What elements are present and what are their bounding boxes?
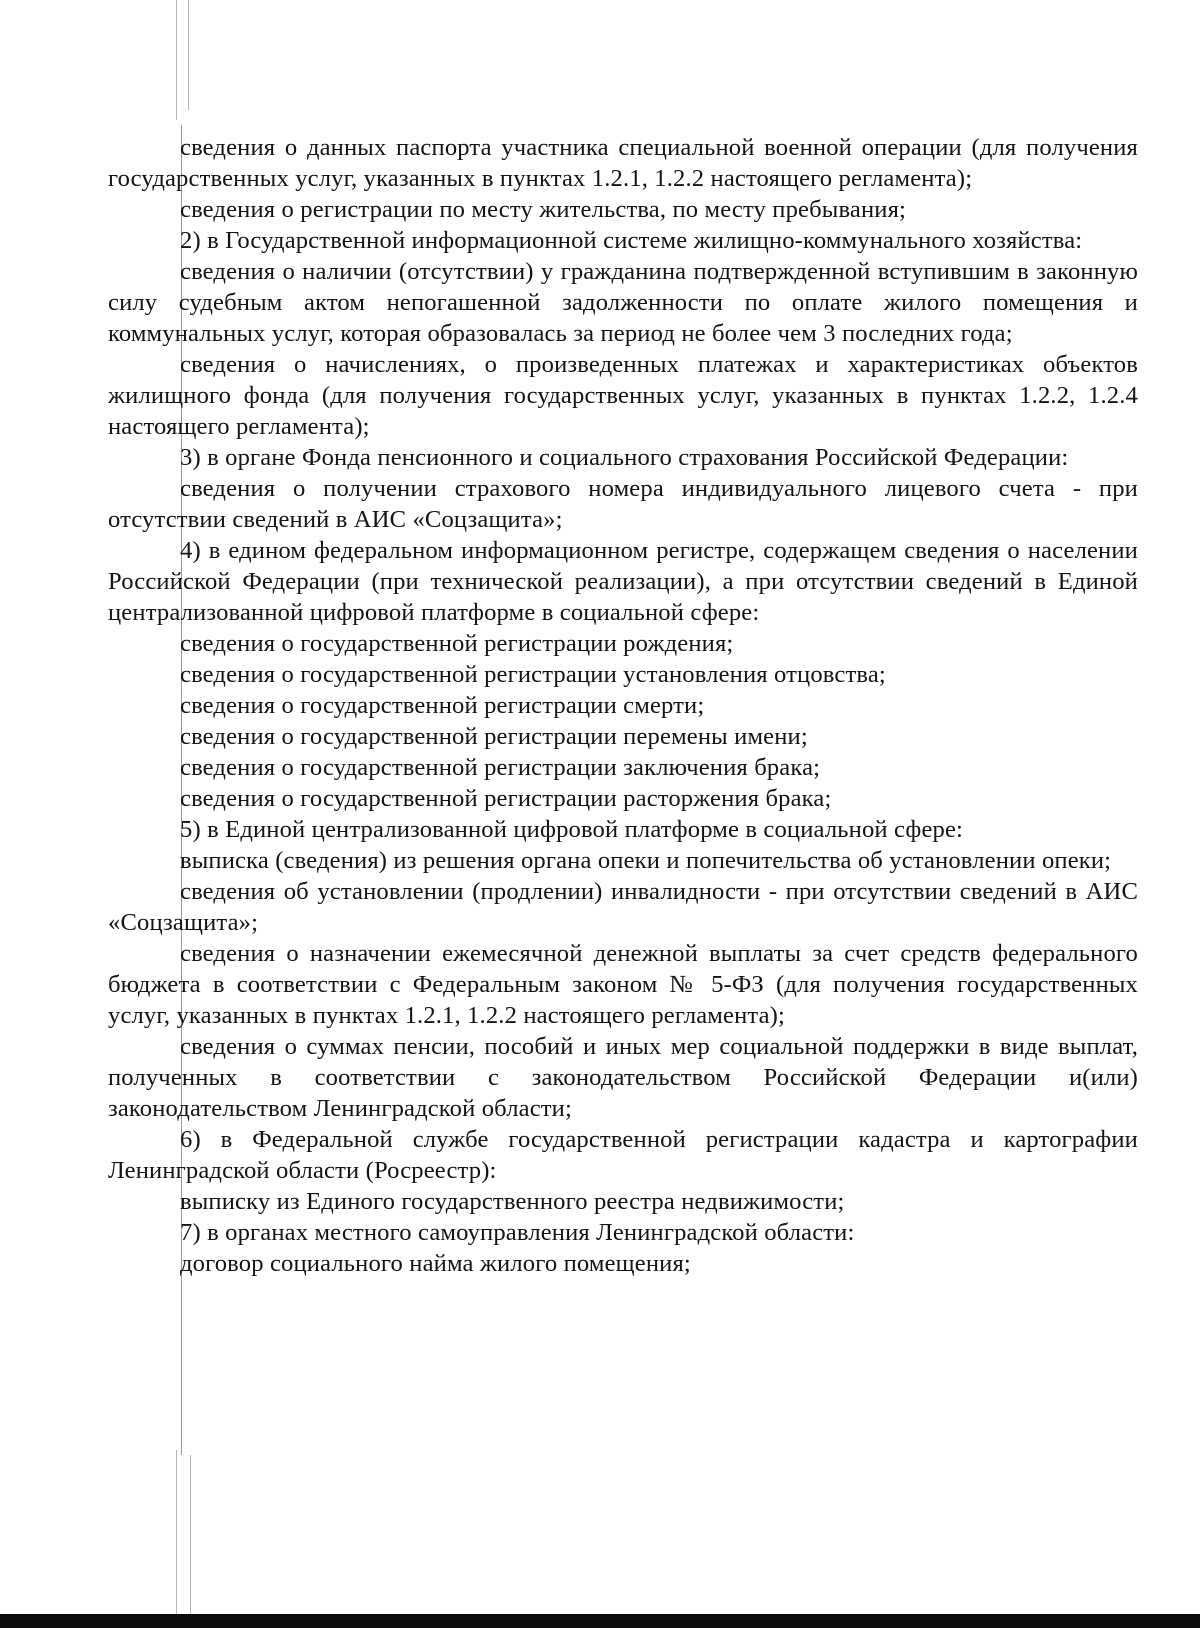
paragraph-local-government: 7) в органах местного самоуправления Ленинградской области: <box>180 1219 855 1246</box>
paragraph-debt: сведения о наличии (отсутствии) у гражданина подтвержденной вступившим в законную силу судебным актом непогашенной задолженности по оплате жилого помещения и коммунальных услуг, которая образовалась за период не более чем 3 последних года; <box>108 258 1138 347</box>
paragraph-pension-fund: 3) в органе Фонда пенсионного и социального страхования Российской Федерации: <box>180 444 1069 471</box>
scan-fold-line-top <box>176 0 177 120</box>
paragraph-egrn: выписку из Единого государственного реестра недвижимости; <box>180 1188 845 1215</box>
paragraph-social-platform: 5) в Единой централизованной цифровой платформе в социальной сфере: <box>180 816 964 843</box>
scan-fold-line-bottom-2 <box>190 1455 191 1615</box>
paragraph-birth: сведения о государственной регистрации рождения; <box>180 630 734 657</box>
scan-bottom-edge <box>0 1614 1200 1628</box>
paragraph-divorce: сведения о государственной регистрации расторжения брака; <box>180 785 832 812</box>
paragraph-snils: сведения о получении страхового номера индивидуального лицевого счета - при отсутствии сведений в АИС «Соцзащита»; <box>108 475 1138 533</box>
paragraph-paternity: сведения о государственной регистрации установления отцовства; <box>180 661 886 688</box>
paragraph-name-change: сведения о государственной регистрации перемены имени; <box>180 723 808 750</box>
scan-fold-line-top-2 <box>188 0 189 110</box>
scan-fold-line-bottom <box>176 1450 177 1615</box>
document-body <box>108 132 1138 1279</box>
paragraph-gis-zhkh: 2) в Государственной информационной системе жилищно-коммунального хозяйства: <box>180 227 1083 254</box>
paragraph-rosreestr: 6) в Федеральной службе государственной регистрации кадастра и картографии Ленинградской области (Росреестр): <box>108 1126 1138 1184</box>
paragraph-charges: сведения о начислениях, о произведенных платежах и характеристиках объектов жилищного фонда (для получения государственных услуг, указанных в пунктах 1.2.2, 1.2.4 настоящего регламента); <box>108 351 1138 440</box>
paragraph-death: сведения о государственной регистрации смерти; <box>180 692 705 719</box>
paragraph-federal-register: 4) в едином федеральном информационном регистре, содержащем сведения о населении Российской Федерации (при технической реализации), а при отсутствии сведений в Единой централизованной цифровой платформе в социальной сфере: <box>108 537 1138 626</box>
paragraph-passport-data: сведения о данных паспорта участника специальной военной операции (для получения государственных услуг, указанных в пунктах 1.2.1, 1.2.2 настоящего регламента); <box>108 134 1138 192</box>
paragraph-marriage: сведения о государственной регистрации заключения брака; <box>180 754 821 781</box>
paragraph-social-lease: договор социального найма жилого помещения; <box>180 1250 691 1277</box>
paragraph-monthly-payment: сведения о назначении ежемесячной денежной выплаты за счет средств федерального бюджета в соответствии с Федеральным законом № 5-ФЗ (для получения государственных услуг, указанных в пунктах 1.2.1, 1.2.2 настоящего регламента); <box>108 940 1138 1029</box>
paragraph-guardianship: выписка (сведения) из решения органа опеки и попечительства об установлении опеки; <box>180 847 1112 874</box>
paragraph-disability: сведения об установлении (продлении) инвалидности - при отсутствии сведений в АИС «Соцзащита»; <box>108 878 1138 936</box>
paragraph-registration: сведения о регистрации по месту жительства, по месту пребывания; <box>180 196 907 223</box>
paragraph-pension-sums: сведения о суммах пенсии, пособий и иных мер социальной поддержки в виде выплат, полученных в соответствии с законодательством Российской Федерации и(или) законодательством Ленинградской области; <box>108 1033 1138 1122</box>
